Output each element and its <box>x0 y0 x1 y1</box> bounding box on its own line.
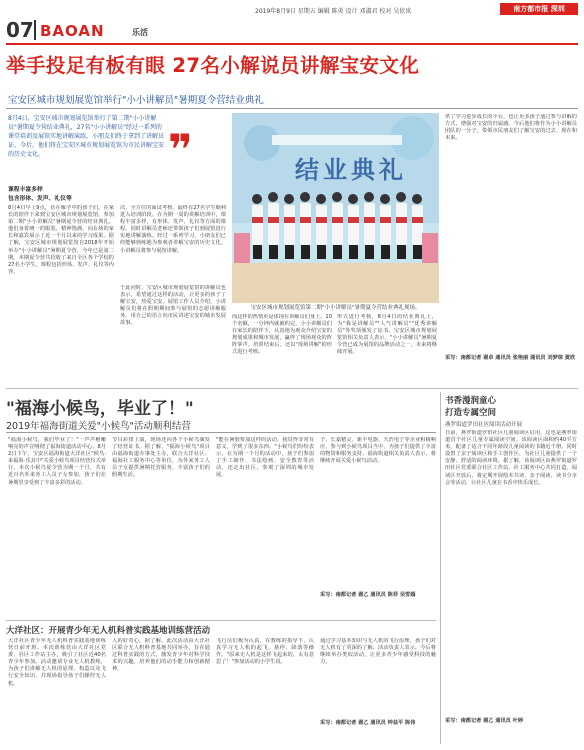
story3-column-1: 大洋社区青少年无人机科普实践基地训练营日前开班。本次训练营由大洋社区党委、社区工作站主办，吸引了社区近40名青少年参加。活动邀请专业无人机教练，为孩子们讲解无人机的原理、构造以及飞行安全知识，并现场指导孩子们操控无人机。 <box>8 638 106 687</box>
story2-byline: 采写：南都记者 谢乙 通讯员 陈菲 吴雪嫣 <box>320 592 416 598</box>
page-meta: 2019年8月9日 星期五 编辑 陈炎 设计 邓淑君 校对 吴依岚 <box>255 8 412 15</box>
story3-divider-line <box>6 620 436 621</box>
story3-headline: 大洋社区：开展青少年无人机科普实践基地训练营活动 <box>6 626 211 636</box>
story2-column-3: "能在暑假参加这样的活动，我觉得非常有意义，学到了很多东西。"小候鸟们纷纷表示。在为期一个月的活动中，孩子们参加了手工制作、书法绘画、安全教育等活动，还走出社区，参观了深圳的城市发展。 <box>216 437 314 479</box>
section-number: 07 <box>6 18 34 42</box>
story2-column-4: 子、长嘉精灵、新丰电器、天浩电子等企业积极响应，参与到小候鸟项目当中，为孩子们提供了丰富的物资和服务支持。福海街道相关负责人表示，将继续开展关爱小候鸟活动。 <box>320 437 436 465</box>
article-column-1: 8月4日早上9点，伍在雁学中的孩子们，在家长的陪伴下来到宝安区城市规划展览馆，参加第二期"小小讲解员"暑期夏令营的结业典礼。他们身着统一的服装，精神饱满，向在场的家长和嘉宾展示了近一个月以来的学习成果。据了解，宝安区城市规划展览馆自2018年开始举办"小小讲解员"暑期夏令营，今年已是第二期。本期夏令营共招收了来自全区各个学校的27名小学生，课程包括形体、发声、礼仪等内容。 <box>8 205 114 275</box>
article-column-2: 次，全方位的面试考核，最终有27名学生顺利进入培训阶段。在为期一周的讲解培训中，课程丰富多样，有形体、发声、礼仪等方面的课程，同时讲解员老师还带领孩子们到展馆进行实地讲解演练。经过一系列学习，小朋友们已经能够熟练地为参观者讲解宝安的历史文化。小讲解员将参与展馆讲解。 <box>120 205 226 254</box>
quote-mark-icon: ❞ <box>168 125 193 174</box>
story2-rule <box>6 432 436 433</box>
story2-headline: "福海小候鸟，毕业了！" <box>6 399 194 419</box>
section-divider <box>34 20 36 40</box>
section-name: BAOAN <box>40 22 105 40</box>
headline-rule <box>6 108 578 109</box>
column-divider-line <box>440 392 441 744</box>
section-divider-line <box>6 388 578 389</box>
story3-column-3: 飞行员们极为认真，在教练的指导下，认真学习无人机的起飞、悬停、降落等操作。"原来无人机是这样飞起来的，太有意思了！"参加活动的小学生说。 <box>216 638 314 666</box>
right-story-body: 日前，燕罗街道罗田社区儿童阅读区启用，这也是燕罗街道首个社区儿童专属阅读空间。该阅读区面积约40平方米，配备了适合不同年龄段儿童阅读的书籍近千册，同时设置了亲子阅读区和手工创作区，为社区儿童提供了一个安静、舒适的阅读环境。据了解，该阅读区由燕罗街道罗田社区党委联合社区工作站、社工服务中心共同打造。阅读区开放后，将定期开展绘本共读、亲子阅读、读书分享会等活动，让社区儿童在书香中快乐成长。 <box>445 430 577 486</box>
subsection-subtitle: 包含形体、发声、礼仪等 <box>8 196 72 202</box>
main-subheadline: 宝安区城市规划展览馆举行"小小讲解员"暑期夏令营结业典礼 <box>8 95 264 106</box>
story3-byline: 采写：南都记者 谢乙 通讯员 钟益平 陈伟 <box>320 720 416 726</box>
article-byline: 采写：南都记者 谢卓 通讯员 张艳丽 通讯员 刘梦琼 黄欣 <box>445 355 576 361</box>
article-column-5: 形式进行考核，8月4日的结业典礼上，为"我是讲解员""人气讲解员""优秀讲解员"等奖项颁发了证书。宝安区城市规划展览馆相关负责人表示，"小小讲解员"暑期夏令营已成为展馆的品牌活动之一，未来将继续开展。 <box>337 314 437 356</box>
story2-column-2: 节目彩排上演，现场还向各个小候鸟颁发了结营证书。据了解，"福海小候鸟"项目由福海街道办事处主办，联合大洋社区、福海社工服务中心等单位，为外来务工人员子女提供暑期托管服务，丰富孩子们的假期生活。 <box>112 437 210 479</box>
subsection-title: 课程丰富多样 <box>8 187 43 193</box>
top-rule <box>6 43 578 45</box>
newspaper-logo: 南方都市报 深圳 <box>500 3 578 15</box>
main-headline: 举手投足有板有眼 27名小解说员讲解宝安文化 <box>6 54 420 77</box>
photo-banner-text: 结业典礼 <box>295 155 407 184</box>
ceremony-photo <box>232 113 439 303</box>
story3-column-2: 人的好奇心。据了解，此次活动由大洋社区联合无人机科普基地共同举办，旨在通过科普实践的方式，激发青少年对科学技术的兴趣，培养他们的动手能力和创新精神。 <box>112 638 210 673</box>
story2-column-1: "福海小候鸟，我们毕业了！"一声声稚嫩响亮的声音响彻了福海街道活动中心。8月2日下午，宝安区福海街道大洋社区"候鸟·来福海·乐其中"关爱小候鸟项目结营仪式举行。本次小候鸟夏令营为期一个月，共有近百名外来务工人员子女参加，孩子们在暑期里享受到了丰富多彩的活动。 <box>8 437 106 486</box>
story3-column-4: 通过学习基本知识与无人机的飞行原理，孩子们对无人机有了更深的了解。活动负责人表示，今后将继续举办类似活动，让更多青少年感受科技的魅力。 <box>320 638 436 666</box>
right-story-title-2: 打造专属空间 <box>445 408 497 418</box>
photo-caption: 宝安区城市规划展览馆第二期"小小讲解员"暑期夏令营结业典礼现场。 <box>250 305 421 311</box>
right-story-subtitle: 燕罗街道罗田社区阅读活动开展 <box>445 422 523 428</box>
section-sub: 乐活 <box>132 28 148 37</box>
article-column-3: 于此同时，宝安区城市规划展览馆的讲解员也表示，希望通过这样的活动，让更多的孩子了解宝安，热爱宝安。展馆工作人员介绍，小讲解员们将在假期期间参与展馆的志愿讲解服务，用自己的语言向市民讲述宝安的城市发展故事。 <box>120 285 226 327</box>
story2-subheadline: 2019年福海街道关爱"小候鸟"活动顺利结营 <box>6 421 191 432</box>
ceremony-photo-illustration <box>232 113 439 303</box>
article-column-4: 而这样的热情更是体现在讲解员们身上。10个名额，一分钟内就被约完，小小讲解员们在家长的陪伴下，认真地为观众介绍宝安的规划成果和城市发展，赢得了现场观众的阵阵掌声。培训结束后，还以"现场讲解"的形式进行考核。 <box>232 314 332 356</box>
article-column-6: 供了学习进步成长的平台，也让更多孩子通过参与讲解的方式，增强对宝安的归属感。今后他们将作为小小讲解员团队的一分子，带领市民朋友们了解宝安的过去、现在和未来。 <box>445 114 577 142</box>
right-story-title: 书香漫润童心 <box>445 396 497 406</box>
lead-paragraph: 8月4日，宝安区城市规划展览馆举行了第二期"小小讲解员"暑期夏令营结业典礼，27名"小小讲解员"经过一系列的课堂培训及展馆实地讲解演练，小朋友们终于拿到了讲解员证。今后，他们将在宝安区城市规划展览馆为市民讲解宝安的历史文化。 <box>8 115 165 158</box>
right-story-byline: 采写：南都记者 谢乙 通讯员 叶婷 <box>445 718 524 724</box>
